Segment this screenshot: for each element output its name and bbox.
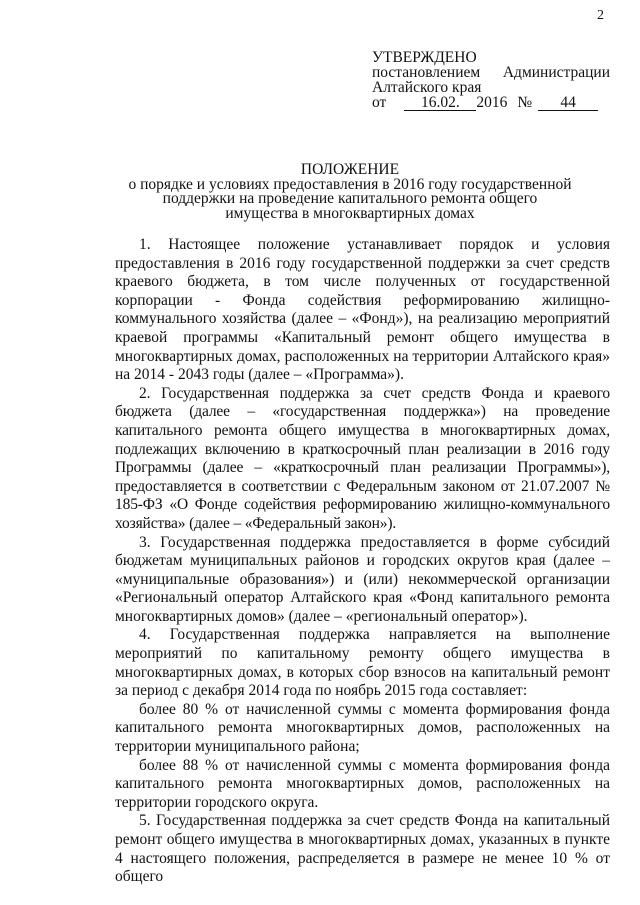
approval-resolution-line bbox=[372, 65, 610, 80]
number-sign: № bbox=[517, 94, 533, 111]
approval-year: 2016 bbox=[476, 94, 508, 111]
paragraph-4: 4. Государственная поддержка направляется на выполнение мероприятий по капитальному ремонту общего имущества в многоквартирных домах, в которых сбор взносов на капитальный ремонт за период с декабря 2014 года по ноябрь 2015 года составляет: bbox=[115, 626, 610, 700]
document-body bbox=[115, 236, 610, 887]
paragraph-4-item-1: более 80 % от начисленной суммы с момента формирования фонда капитального ремонта многоквартирных домов, расположенных на территории муниципального района; bbox=[115, 700, 610, 756]
approval-stamp bbox=[372, 50, 610, 111]
document-title bbox=[60, 163, 640, 221]
page-number: 2 bbox=[597, 8, 604, 23]
paragraph-4-item-2: более 88 % от начисленной суммы с момента формирования фонда капитального ремонта многоквартирных домов, расположенных на территории городского округа. bbox=[115, 756, 610, 811]
resolution-word: постановлением bbox=[372, 64, 481, 81]
title-line-3: имущества в многоквартирных домах bbox=[225, 204, 475, 222]
approved-label: УТВЕРЖДЕНО bbox=[372, 49, 477, 66]
region-name: Алтайского края bbox=[372, 79, 482, 96]
paragraph-3: 3. Государственная поддержка предоставляется в форме субсидий бюджетам муниципальных районов и городских округов края (далее – «муниципальные образования») и (или) некоммерческой организации «Региональный оператор Алтайского края «Фонд капитального ремонта многоквартирных домов» (далее – «региональный оператор»). bbox=[115, 533, 610, 625]
title-line-2: поддержки на проведение капитального ремонта общего bbox=[162, 190, 538, 207]
administration-word: Администрации bbox=[502, 64, 610, 81]
title-heading: ПОЛОЖЕНИЕ bbox=[300, 161, 400, 178]
from-word: от bbox=[372, 94, 387, 111]
paragraph-1: 1. Настоящее положение устанавливает порядок и условия предоставления в 2016 году государственной поддержки за счет средств краевого бюджета, в том числе полученных от государственной корпорации - Фонда содействия реформированию жилищно-коммунального хозяйства (далее – «Фонд»), на реализацию мероприятий краевой программы «Капитальный ремонт общего имущества в многоквартирных домах, расположенных на территории Алтайского края» на 2014 - 2043 годы (далее – «Программа»). bbox=[115, 236, 610, 384]
paragraph-2: 2. Государственная поддержка за счет средств Фонда и краевого бюджета (далее – «государственная поддержка») на проведение капитального ремонта общего имущества в многоквартирных домах, подлежащих включению в краткосрочный план реализации в 2016 году Программы (далее – «краткосрочный план реализации Программы»), предоставляется в соответствии с Федеральным законом от 21.07.2007 № 185-ФЗ «О Фонде содействия реформированию жилищно-коммунального хозяйства» (далее – «Федеральный закон»). bbox=[115, 384, 610, 532]
approval-number: 44 bbox=[538, 95, 598, 111]
title-line-1: о порядке и условиях предоставления в 2016 году государственной bbox=[128, 175, 572, 193]
approval-date-line bbox=[372, 95, 610, 111]
paragraph-5: 5. Государственная поддержка за счет средств Фонда на капитальный ремонт общего имущества в многоквартирных домах, указанных в пункте 4 настоящего положения, распределяется в размере не менее 10 % от общего bbox=[115, 812, 610, 886]
approval-date: 16.02. bbox=[404, 95, 476, 111]
